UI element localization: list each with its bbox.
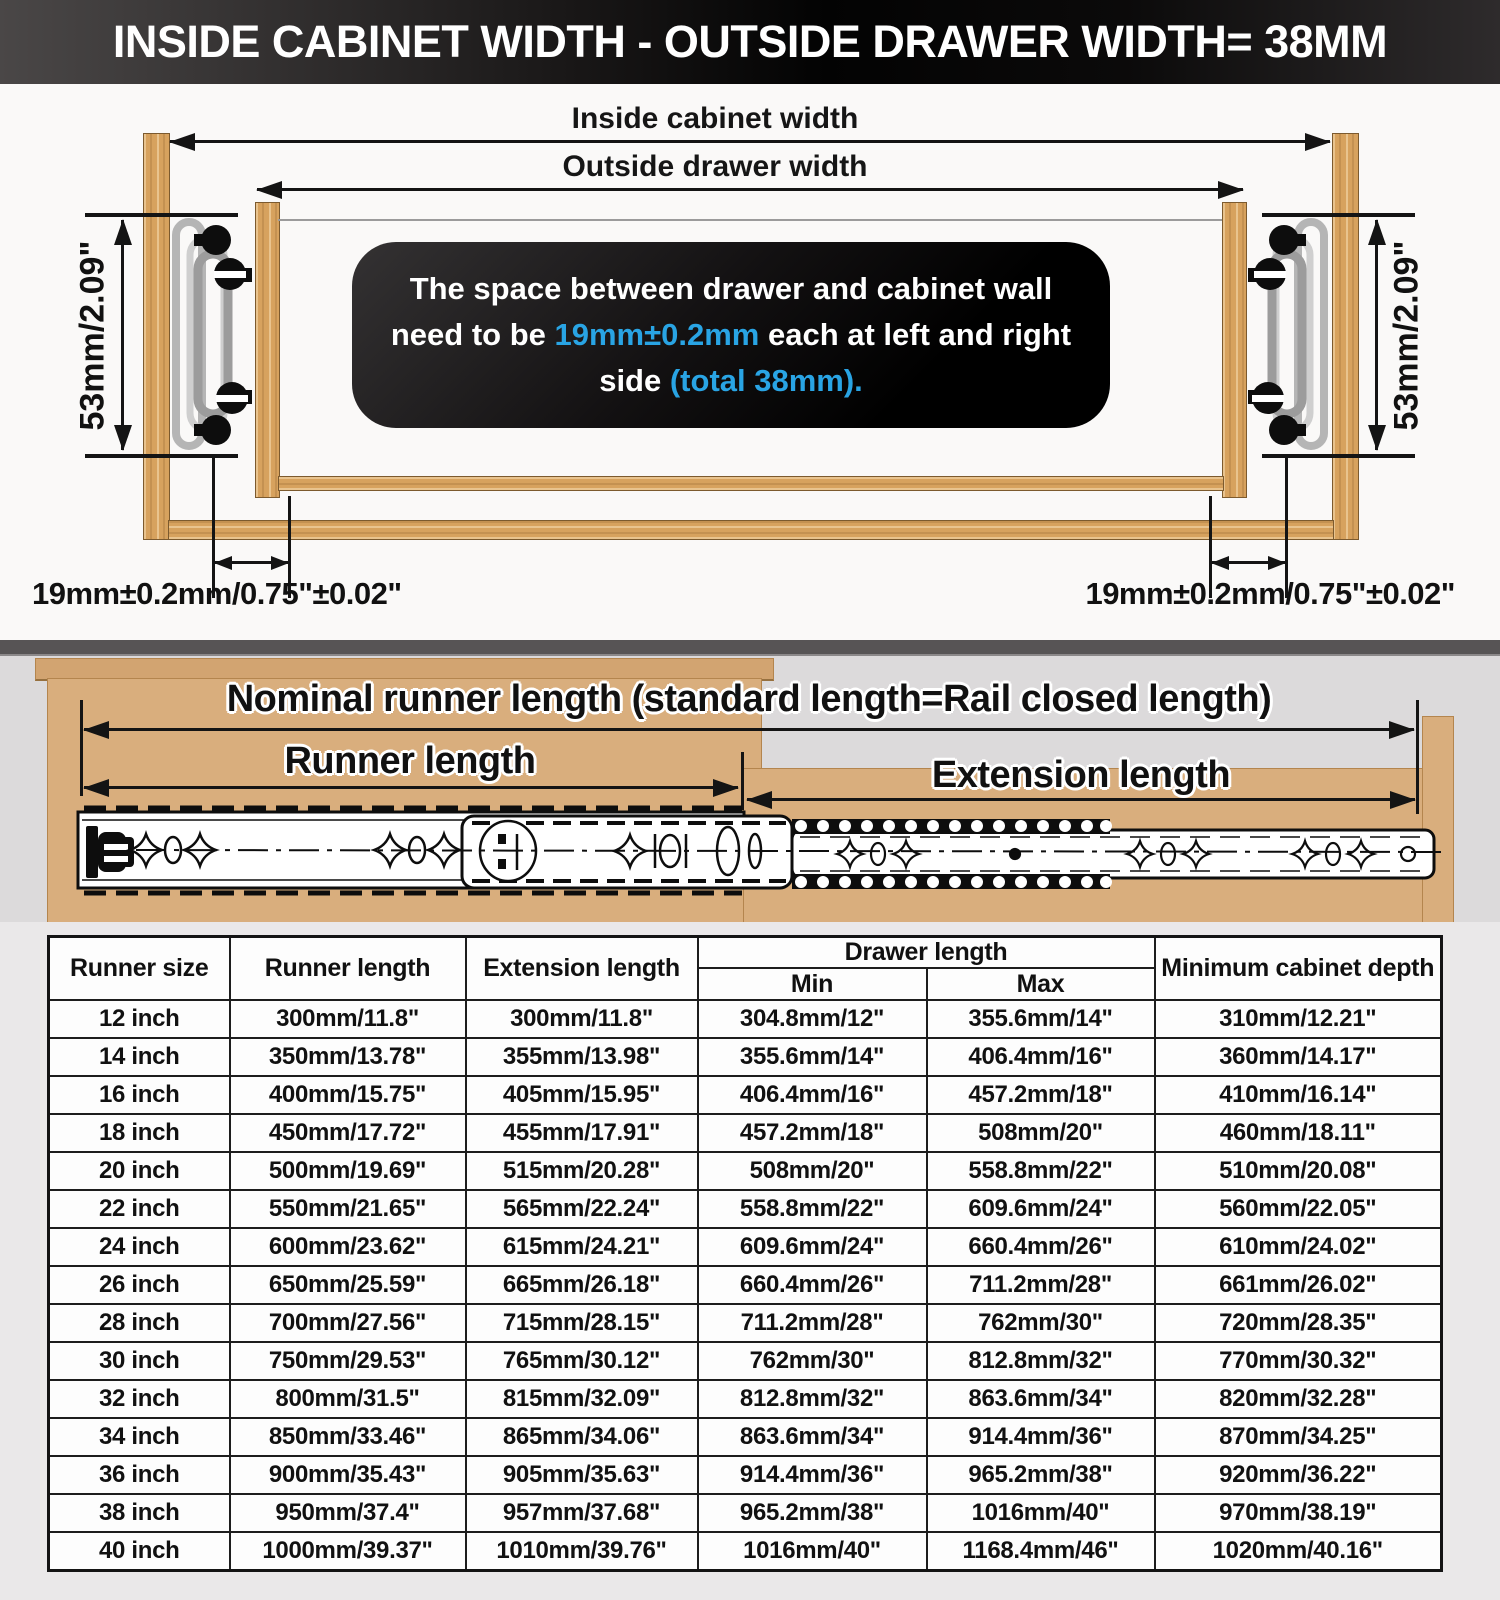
- table-cell: 400mm/15.75": [230, 1076, 466, 1114]
- runner-length-label: Runner length: [284, 740, 536, 782]
- table-cell: 615mm/24.21": [466, 1228, 698, 1266]
- table-cell: 28 inch: [49, 1304, 230, 1342]
- table-cell: 660.4mm/26": [698, 1266, 927, 1304]
- table-cell: 820mm/32.28": [1155, 1380, 1442, 1418]
- table-cell: 700mm/27.56": [230, 1304, 466, 1342]
- table-cell: 500mm/19.69": [230, 1152, 466, 1190]
- table-cell: 405mm/15.95": [466, 1076, 698, 1114]
- drawer-slide-cross-section-left-icon: [168, 218, 256, 450]
- table-cell: 750mm/29.53": [230, 1342, 466, 1380]
- table-cell: 26 inch: [49, 1266, 230, 1304]
- col-header-min: Min: [698, 968, 927, 1000]
- inside-cabinet-width-label: Inside cabinet width: [571, 102, 859, 135]
- col-header-min-cabinet-depth: Minimum cabinet depth: [1155, 937, 1442, 1001]
- table-row: [49, 1038, 1442, 1076]
- table-cell: 24 inch: [49, 1228, 230, 1266]
- table-row: [49, 1532, 1442, 1571]
- table-cell: 650mm/25.59": [230, 1266, 466, 1304]
- table-cell: 812.8mm/32": [698, 1380, 927, 1418]
- table-cell: 1016mm/40": [927, 1494, 1155, 1532]
- telescopic-slide-drawing: [70, 804, 1455, 904]
- table-cell: 360mm/14.17": [1155, 1038, 1442, 1076]
- table-cell: 609.6mm/24": [927, 1190, 1155, 1228]
- table-row: [49, 1000, 1442, 1038]
- table-cell: 711.2mm/28": [927, 1266, 1155, 1304]
- table-cell: 457.2mm/18": [698, 1114, 927, 1152]
- table-cell: 665mm/26.18": [466, 1266, 698, 1304]
- table-cell: 300mm/11.8": [466, 1000, 698, 1038]
- runner-tick-mid: [741, 752, 744, 810]
- inside-cabinet-width-arrow: [170, 140, 1330, 143]
- table-cell: 800mm/31.5": [230, 1380, 466, 1418]
- gap-label-right: 19mm±0.2mm/0.75"±0.02": [1085, 576, 1455, 611]
- table-cell: 715mm/28.15": [466, 1304, 698, 1342]
- table-cell: 863.6mm/34": [698, 1418, 927, 1456]
- note-line-2: need to be 19mm±0.2mm each at left and right: [390, 317, 1072, 352]
- table-cell: 40 inch: [49, 1532, 230, 1571]
- table-cell: 762mm/30": [698, 1342, 927, 1380]
- table-cell: 957mm/37.68": [466, 1494, 698, 1532]
- table-cell: 457.2mm/18": [927, 1076, 1155, 1114]
- table-cell: 560mm/22.05": [1155, 1190, 1442, 1228]
- table-cell: 762mm/30": [927, 1304, 1155, 1342]
- table-cell: 460mm/18.11": [1155, 1114, 1442, 1152]
- table-cell: 508mm/20": [698, 1152, 927, 1190]
- table-cell: 661mm/26.02": [1155, 1266, 1442, 1304]
- drawer-bottom-panel: [278, 476, 1224, 491]
- table-cell: 16 inch: [49, 1076, 230, 1114]
- table-row: [49, 1190, 1442, 1228]
- top-banner: [0, 0, 1500, 84]
- gap-arrow-left: [215, 561, 288, 564]
- table-row: [49, 1304, 1442, 1342]
- table-cell: 558.8mm/22": [698, 1190, 927, 1228]
- note-line-1: The space between drawer and cabinet wall: [409, 271, 1053, 306]
- table-cell: 920mm/36.22": [1155, 1456, 1442, 1494]
- col-header-runner-size: Runner size: [49, 937, 230, 1001]
- table-cell: 450mm/17.72": [230, 1114, 466, 1152]
- table-row: [49, 1342, 1442, 1380]
- table-cell: 863.6mm/34": [927, 1380, 1155, 1418]
- runner-diagram: [0, 656, 1500, 922]
- table-cell: 355.6mm/14": [927, 1000, 1155, 1038]
- nominal-length-label: Nominal runner length (standard length=Rail closed length): [226, 678, 1272, 720]
- runner-length-arrow: [84, 786, 738, 789]
- size-table: [47, 935, 1443, 1572]
- table-cell: 720mm/28.35": [1155, 1304, 1442, 1342]
- table-row: [49, 1114, 1442, 1152]
- drawer-wall-left: [255, 202, 280, 498]
- table-cell: 558.8mm/22": [927, 1152, 1155, 1190]
- table-row: [49, 1152, 1442, 1190]
- table-cell: 815mm/32.09": [466, 1380, 698, 1418]
- height-arrow-right: [1375, 220, 1378, 450]
- table-cell: 600mm/23.62": [230, 1228, 466, 1266]
- nominal-length-arrow: [84, 728, 1414, 731]
- cabinet-bottom-panel: [168, 520, 1334, 540]
- gap-label-left: 19mm±0.2mm/0.75"±0.02": [32, 576, 402, 611]
- table-cell: 850mm/33.46": [230, 1418, 466, 1456]
- outside-drawer-width-label: Outside drawer width: [562, 150, 868, 183]
- slide-height-label-right: 53mm/2.09": [1387, 240, 1426, 431]
- note-highlight-19mm: 19mm±0.2mm: [554, 317, 760, 352]
- table-cell: 609.6mm/24": [698, 1228, 927, 1266]
- table-cell: 914.4mm/36": [698, 1456, 927, 1494]
- table-cell: 765mm/30.12": [466, 1342, 698, 1380]
- cabinet-wall-left: [143, 133, 170, 540]
- table-cell: 406.4mm/16": [698, 1076, 927, 1114]
- height-arrow-left: [121, 220, 124, 450]
- cabinet-wall-right: [1332, 133, 1359, 540]
- col-header-drawer-length: Drawer length: [698, 937, 1155, 969]
- outside-drawer-width-arrow: [257, 188, 1243, 191]
- size-table-section: [0, 922, 1500, 1600]
- col-header-max: Max: [927, 968, 1155, 1000]
- table-cell: 1020mm/40.16": [1155, 1532, 1442, 1571]
- table-cell: 950mm/37.4": [230, 1494, 466, 1532]
- table-cell: 18 inch: [49, 1114, 230, 1152]
- table-cell: 1000mm/39.37": [230, 1532, 466, 1571]
- table-row: [49, 1228, 1442, 1266]
- table-cell: 20 inch: [49, 1152, 230, 1190]
- gap-arrow-right: [1212, 561, 1285, 564]
- table-cell: 1010mm/39.76": [466, 1532, 698, 1571]
- table-cell: 970mm/38.19": [1155, 1494, 1442, 1532]
- table-cell: 30 inch: [49, 1342, 230, 1380]
- extension-length-arrow: [747, 798, 1415, 801]
- table-cell: 565mm/22.24": [466, 1190, 698, 1228]
- table-cell: 1168.4mm/46": [927, 1532, 1155, 1571]
- col-header-extension-length: Extension length: [466, 937, 698, 1001]
- table-row: [49, 1266, 1442, 1304]
- table-row: [49, 1456, 1442, 1494]
- drawer-top-edge-line: [278, 219, 1222, 221]
- table-cell: 22 inch: [49, 1190, 230, 1228]
- table-cell: 965.2mm/38": [698, 1494, 927, 1532]
- table-cell: 660.4mm/26": [927, 1228, 1155, 1266]
- drawer-slide-cross-section-right-icon: [1244, 218, 1332, 450]
- table-cell: 32 inch: [49, 1380, 230, 1418]
- cabinet-diagram: [0, 84, 1500, 640]
- table-row: [49, 1418, 1442, 1456]
- table-cell: 34 inch: [49, 1418, 230, 1456]
- table-cell: 355mm/13.98": [466, 1038, 698, 1076]
- spacing-note-box: [352, 242, 1110, 428]
- table-cell: 38 inch: [49, 1494, 230, 1532]
- note-line-3: side (total 38mm).: [599, 363, 863, 398]
- table-cell: 770mm/30.32": [1155, 1342, 1442, 1380]
- extension-length-label: Extension length: [931, 754, 1231, 796]
- table-cell: 914.4mm/36": [927, 1418, 1155, 1456]
- table-cell: 515mm/20.28": [466, 1152, 698, 1190]
- table-cell: 355.6mm/14": [698, 1038, 927, 1076]
- table-cell: 455mm/17.91": [466, 1114, 698, 1152]
- table-cell: 14 inch: [49, 1038, 230, 1076]
- table-cell: 870mm/34.25": [1155, 1418, 1442, 1456]
- size-table-body: [49, 1000, 1442, 1571]
- table-cell: 711.2mm/28": [698, 1304, 927, 1342]
- table-cell: 1016mm/40": [698, 1532, 927, 1571]
- table-cell: 406.4mm/16": [927, 1038, 1155, 1076]
- table-cell: 812.8mm/32": [927, 1342, 1155, 1380]
- table-row: [49, 1076, 1442, 1114]
- table-cell: 12 inch: [49, 1000, 230, 1038]
- table-cell: 310mm/12.21": [1155, 1000, 1442, 1038]
- table-cell: 550mm/21.65": [230, 1190, 466, 1228]
- table-cell: 965.2mm/38": [927, 1456, 1155, 1494]
- section-divider: [0, 640, 1500, 656]
- col-header-runner-length: Runner length: [230, 937, 466, 1001]
- table-row: [49, 1494, 1442, 1532]
- table-cell: 610mm/24.02": [1155, 1228, 1442, 1266]
- banner-title: INSIDE CABINET WIDTH - OUTSIDE DRAWER WIDTH= 38MM: [112, 16, 1388, 67]
- table-cell: 410mm/16.14": [1155, 1076, 1442, 1114]
- table-cell: 350mm/13.78": [230, 1038, 466, 1076]
- table-cell: 510mm/20.08": [1155, 1152, 1442, 1190]
- table-cell: 865mm/34.06": [466, 1418, 698, 1456]
- table-cell: 304.8mm/12": [698, 1000, 927, 1038]
- table-cell: 36 inch: [49, 1456, 230, 1494]
- table-cell: 300mm/11.8": [230, 1000, 466, 1038]
- table-cell: 900mm/35.43": [230, 1456, 466, 1494]
- slide-height-label-left: 53mm/2.09": [73, 240, 112, 431]
- table-row: [49, 1380, 1442, 1418]
- table-cell: 905mm/35.63": [466, 1456, 698, 1494]
- note-highlight-total: (total 38mm).: [669, 363, 863, 398]
- table-cell: 508mm/20": [927, 1114, 1155, 1152]
